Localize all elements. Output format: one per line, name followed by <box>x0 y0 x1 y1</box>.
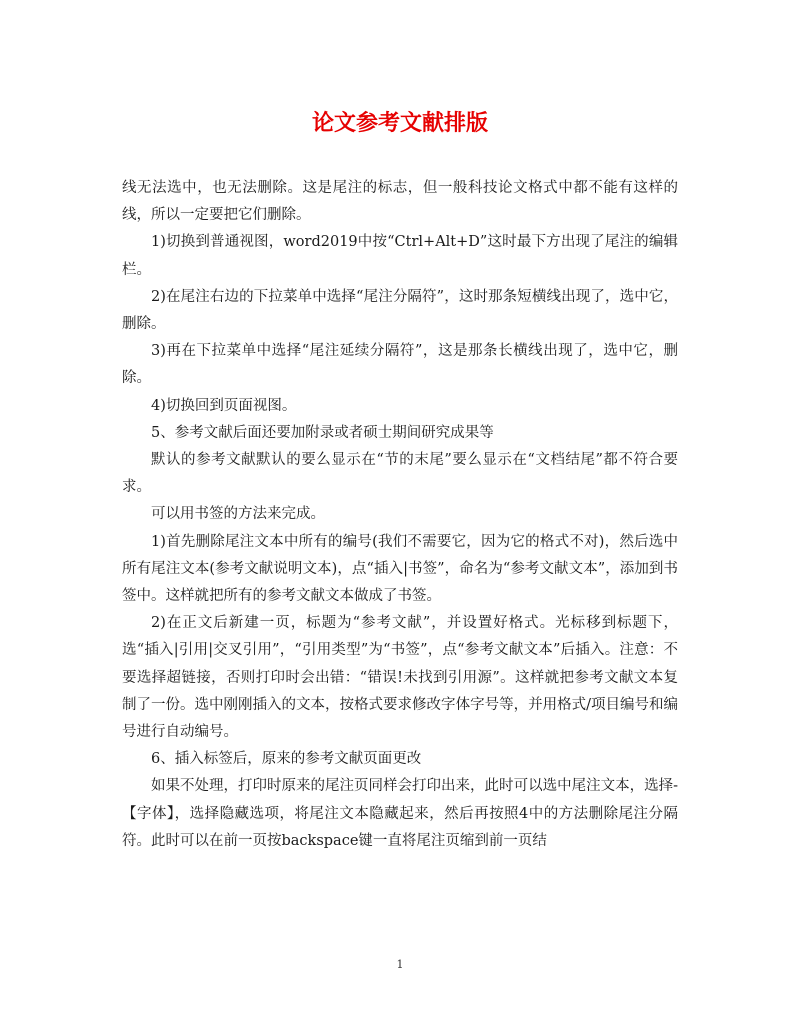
paragraph-bookmark-step-2: 2)在正文后新建一页，标题为“参考文献”，并设置好格式。光标移到标题下，选“插入|引用|交叉引用”，“引用类型”为“书签”，点“参考文献文本”后插入。注意：不要选择超链接，否则打印时会出错：“错误!未找到引用源”。这样就把参考文献文本复制了一份。选中刚刚插入的文本，按格式要求修改字体字号等，并用格式/项目编号和编号进行自动编号。 <box>122 615 678 741</box>
page-number: 1 <box>396 958 404 971</box>
paragraph-step-1: 1)切换到普通视图，word2019中按“Ctrl+Alt+D”这时最下方出现了尾注的编辑栏。 <box>122 234 678 278</box>
paragraph-step-4: 4)切换回到页面视图。 <box>151 397 297 414</box>
paragraph-hide-endnotes: 如果不处理，打印时原来的尾注页同样会打印出来，此时可以选中尾注文本，选择-【字体】，选择隐藏选项，将尾注文本隐藏起来，然后再按照4中的方法删除尾注分隔符。此时可以在前一页按backspace键一直将尾注页缩到前一页结 <box>122 778 678 849</box>
section-heading-6: 6、插入标签后，原来的参考文献页面更改 <box>151 751 422 768</box>
paragraph-continuation: 线无法选中，也无法删除。这是尾注的标志，但一般科技论文格式中都不能有这样的线，所以一定要把它们删除。 <box>122 180 678 224</box>
paragraph-default-position: 默认的参考文献默认的要么显示在“节的末尾”要么显示在“文档结尾”都不符合要求。 <box>122 452 678 496</box>
paragraph-bookmark-method: 可以用书签的方法来完成。 <box>151 506 325 523</box>
paragraph-bookmark-step-1: 1)首先删除尾注文本中所有的编号(我们不需要它，因为它的格式不对)，然后选中所有尾注文本(参考文献说明文本)，点“插入|书签”，命名为“参考文献文本”，添加到书签中。这样就把所有的参考文献文本做成了书签。 <box>122 533 678 605</box>
document-title: 论文参考文献排版 <box>311 110 488 136</box>
paragraph-step-2: 2)在尾注右边的下拉菜单中选择“尾注分隔符”，这时那条短横线出现了，选中它，删除。 <box>122 288 678 333</box>
document-body <box>122 175 678 855</box>
paragraph-step-3: 3)再在下拉菜单中选择“尾注延续分隔符”，这是那条长横线出现了，选中它，删除。 <box>122 343 678 387</box>
section-heading-5: 5、参考文献后面还要加附录或者硕士期间研究成果等 <box>151 424 494 441</box>
